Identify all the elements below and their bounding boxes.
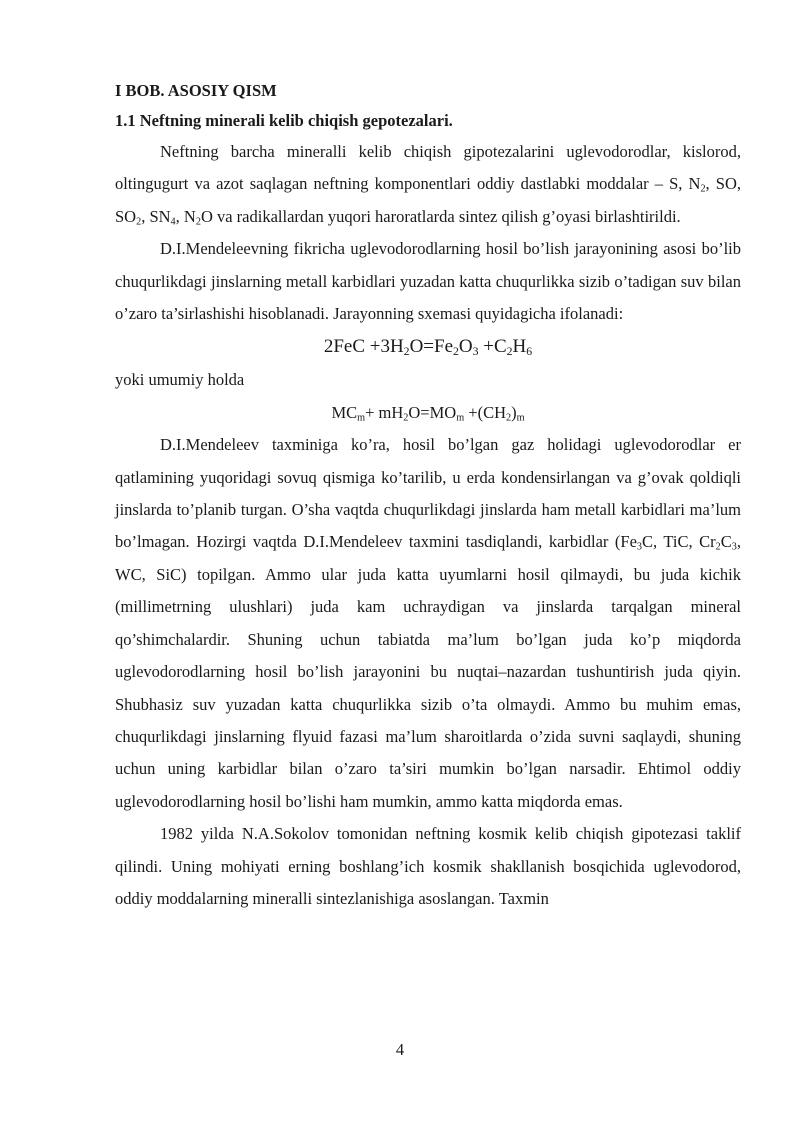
paragraph-1: Neftning barcha mineralli kelib chiqish gipotezalarini uglevodorodlar, kislorod, oltingugurt va azot saqlagan neftning komponentlari oddiy dastlabki moddalar – S, $N_2$, SO, $SO_2$, $SN_4$, $N_2O$ va radikallardan yuqori haroratlarda sintez qilish g’oyasi birlashtirildi.: [115, 142, 741, 228]
paragraph-5: 1982 yilda N.A.Sokolov tomonidan neftning kosmik kelib chiqish gipotezasi taklif qilindi. Uning mohiyati erning boshlang’ich kosmik shakllanish bosqichida uglevodorod, oddiy moddalarning mineralli sintezlanishiga asoslangan. Taxmin: [115, 824, 741, 908]
paragraph-3: yoki umumiy holda: [115, 370, 245, 390]
document-page: [115, 76, 741, 915]
general-formula: $MC_m+ mH_2O=MO_m +(CH_2)_m$: [331, 402, 525, 424]
reaction-formula: $2FeC +3H_2O=Fe_2O_3 +C_2H_6$: [323, 336, 533, 359]
section-heading: 1.1 Neftning minerali kelib chiqish gepotezalari.: [115, 111, 453, 130]
page-number: 4: [395, 1040, 405, 1059]
paragraph-4: D.I.Mendeleev taxminiga ko’ra, hosil bo’lgan gaz holidagi uglevodorodlar er qatlamining yuqoridagi sovuq qismiga ko’tarilib, u erda kondensirlangan va g’ovak qoldiqli jinslarda to’planib turgan. O’sha vaqtda chuqurlikdagi jinslarda ham metall karbidlari ma’lum bo’lmagan. Hozirgi vaqtda D.I.Mendeleev taxmini tasdiqlandi, karbidlar ($Fe_3C$, TiC, $Cr_2C_3$, WC, SiC) topilgan. Ammo ular juda katta uyumlarni hosil qilmaydi, bu juda kichik (millimetrning ulushlari) juda kam uchraydigan va jinslarda tarqalgan mineral qo’shimchalardir. Shuning uchun tabiatda ma’lum bo’lgan juda ko’p miqdorda uglevodorodlarning hosil bo’lish jarayonini bu nuqtai–nazardan tushuntirish juda qiyin. Shubhasiz suv yuzadan katta chuqurlikka sizib o’ta olmaydi. Ammo bu muhim emas, chuqurlikdagi jinslarning flyuid fazasi ma’lum sharoitlarda o’zida suvni saqlaydi, shuning uchun uning karbidlar bilan o’zaro ta’siri mumkin bo’lgan narsadir. Ehtimol oddiy uglevodorodlarning hosil bo’lishi ham mumkin, ammo katta miqdorda emas.: [115, 435, 741, 811]
paragraph-2: D.I.Mendeleevning fikricha uglevodorodlarning hosil bo’lish jarayonining asosi bo’lib chuqurlikdagi jinslarning metall karbidlari yuzadan katta chuqurlikka sizib o’tadigan suv bilan o’zaro ta’sirlashishi hisoblanadi. Jarayonning sxemasi quyidagicha ifolanadi:: [115, 239, 741, 324]
chapter-heading: I BOB. ASOSIY QISM: [115, 81, 277, 100]
